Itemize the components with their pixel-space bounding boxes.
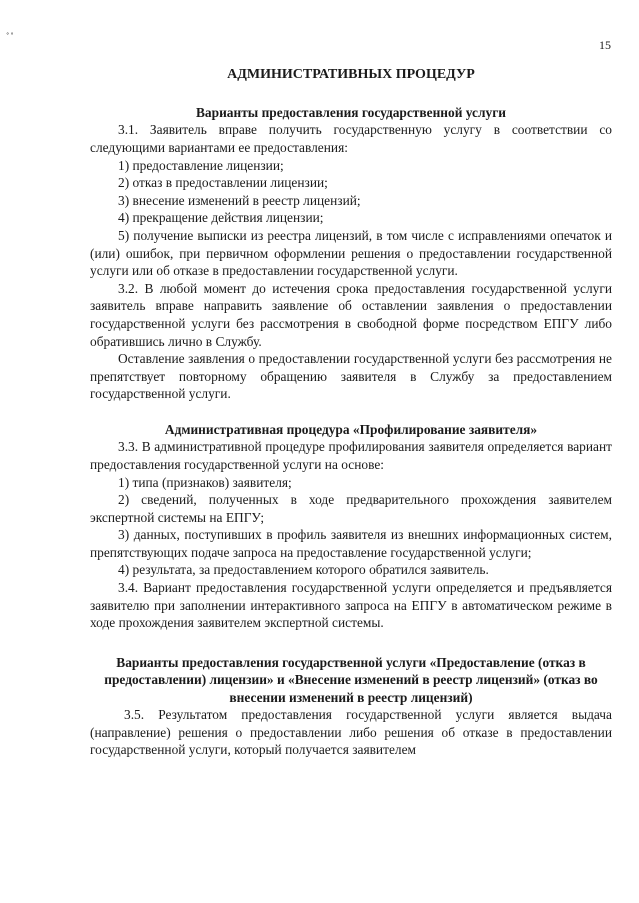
heading-profiling: Административная процедура «Профилирование заявителя» — [164, 421, 538, 437]
paragraph-3-4: 3.4. Вариант предоставления государственной услуги определяется и предъявляется заявителю при заполнении интерактивного запроса на ЕПГУ в автоматическом режиме в ходе прохождения заявителем экспертной системы. — [90, 580, 612, 631]
heading-variants: Варианты предоставления государственной услуги — [196, 105, 506, 120]
list-item: 3) данных, поступивших в профиль заявителя из внешних информационных систем, препятствующих подаче запроса на предоставление государственной услуги; — [90, 527, 612, 560]
list-item: 4) результата, за предоставлением которого обратился заявитель. — [118, 562, 489, 578]
list-item: 4) прекращение действия лицензии; — [118, 210, 324, 226]
scan-mark: ˚˚ — [6, 32, 15, 43]
page-number: 15 — [599, 38, 611, 52]
paragraph-3-1: 3.1. Заявитель вправе получить государственную услугу в соответствии со следующими вариантами ее предоставления: — [90, 122, 612, 155]
list-item: 5) получение выписки из реестра лицензий, в том числе с исправлениями опечаток и (или) ошибок, при первичном оформлении решения о предоставлении государственной услуги или об отказе в предоставлении государственной услуги. — [90, 227, 612, 279]
paragraph-3-2: 3.2. В любой момент до истечения срока предоставления государственной услуги заявитель вправе направить заявление об оставлении заявления о предоставлении государственной услуги без рассмотрения в свободной форме посредством ЕПГУ либо обратившись лично в Службу. — [90, 280, 612, 349]
paragraph-3-5: 3.5. Результатом предоставления государственной услуги является выдача (направление) решения о предоставлении либо решения об отказе в предоставлении государственной услуги, который получается заявителем — [90, 707, 612, 758]
list-item: 2) сведений, полученных в ходе предварительного прохождения заявителем экспертной системы на ЕПГУ; — [90, 492, 612, 525]
list-item: 1) предоставление лицензии; — [118, 157, 284, 173]
list-item: 1) типа (признаков) заявителя; — [118, 474, 292, 490]
list-item: 3) внесение изменений в реестр лицензий; — [118, 192, 361, 208]
list-item: 2) отказ в предоставлении лицензии; — [118, 175, 328, 191]
paragraph-3-3: 3.3. В административной процедуре профилирования заявителя определяется вариант предоставления государственной услуги на основе: — [90, 439, 612, 472]
heading-variants-license: Варианты предоставления государственной услуги «Предоставление (отказ в предоставлении) лицензии» и «Внесение изменений в реестр лицензий» (отказ во внесении изменений в реестр лицензий) — [104, 654, 598, 705]
document-body — [90, 62, 612, 759]
section-title: АДМИНИСТРАТИВНЫХ ПРОЦЕДУР — [227, 67, 475, 82]
paragraph-3-2-continuation: Оставление заявления о предоставлении государственной услуги без рассмотрения не препятствует повторному обращению заявителя в Службу за предоставлением государственной услуги. — [90, 351, 612, 402]
